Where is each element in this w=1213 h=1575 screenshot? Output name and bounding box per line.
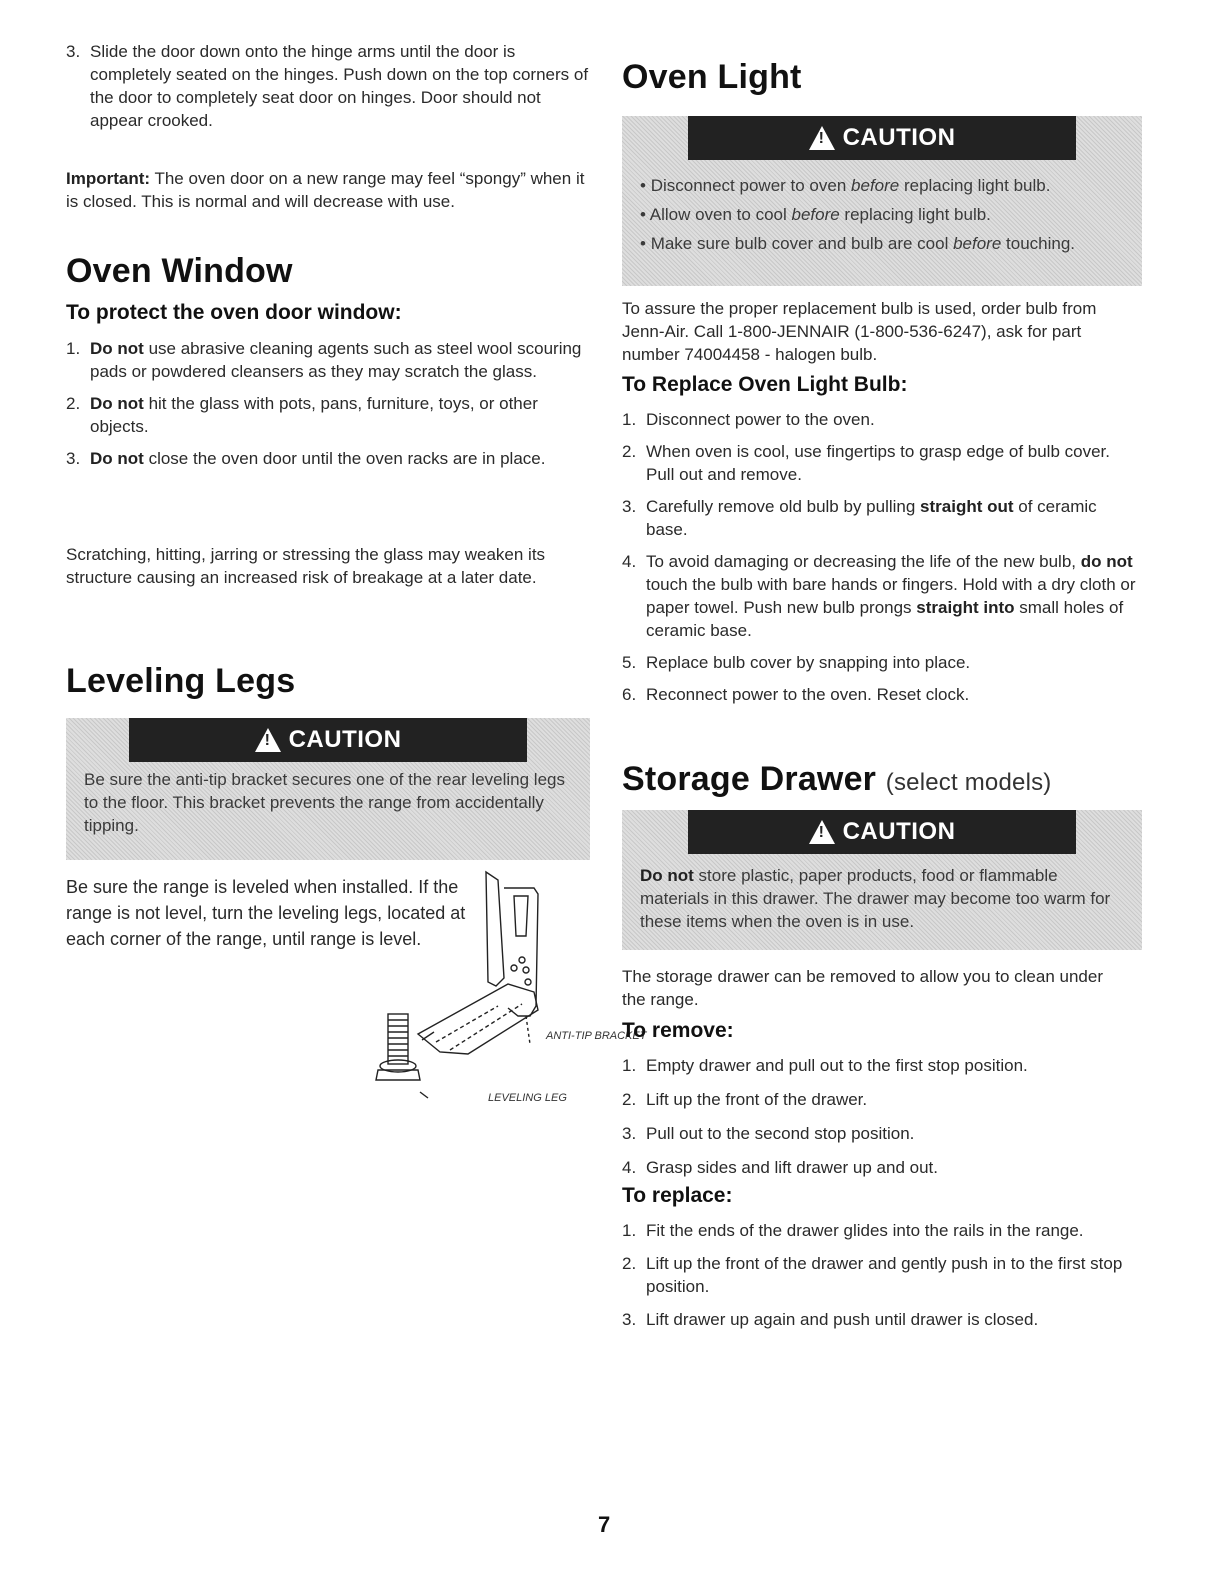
subsection-title-replace: To replace:	[622, 1184, 733, 1207]
list-item: 1. Disconnect power to the oven.	[622, 410, 875, 429]
list-item: 2. Do not hit the glass with pots, pans, furniture, toys, or other objects.	[66, 394, 538, 436]
caution-header: ! CAUTION	[129, 718, 527, 762]
section-title-storage-drawer: Storage Drawer (select models)	[622, 760, 1052, 798]
list-item: 2. Lift up the front of the drawer.	[622, 1090, 868, 1109]
replace-steps	[622, 1219, 1142, 1340]
bracket-illustration	[358, 866, 590, 1106]
remove-steps	[622, 1054, 1138, 1188]
oven-window-list	[66, 337, 586, 479]
list-item: 6. Reconnect power to the oven. Reset clock.	[622, 685, 970, 704]
caution-bullet: • Allow oven to cool before replacing light bulb.	[640, 205, 991, 224]
caution-body: Be sure the anti-tip bracket secures one of the rear leveling legs to the floor. This bracket prevents the range from accidentally tipping.	[84, 770, 565, 835]
caution-box-leveling	[66, 718, 590, 860]
important-note: Important: The oven door on a new range may feel “spongy” when it is closed. This is normal and will decrease with use.	[66, 169, 585, 211]
bulb-steps	[622, 408, 1138, 715]
subsection-title: To Replace Oven Light Bulb:	[622, 373, 908, 396]
list-item: 1. Fit the ends of the drawer glides into the rails in the range.	[622, 1221, 1084, 1240]
caution-bullet: • Disconnect power to oven before replacing light bulb.	[640, 176, 1051, 195]
list-item: 4. To avoid damaging or decreasing the life of the new bulb, do not touch the bulb with bare hands or fingers. Hold with a dry cloth or paper towel. Push new bulb prongs straight into small holes of ceramic base.	[622, 552, 1136, 640]
anti-tip-bracket-figure	[358, 866, 647, 1106]
caution-header: ! CAUTION	[688, 810, 1076, 854]
warning-triangle-icon	[809, 126, 835, 150]
list-item: 3. Carefully remove old bulb by pulling straight out of ceramic base.	[622, 497, 1097, 539]
list-item: 2. When oven is cool, use fingertips to grasp edge of bulb cover. Pull out and remove.	[622, 442, 1110, 484]
section-title-leveling-legs: Leveling Legs	[66, 662, 296, 700]
warning-triangle-icon	[255, 728, 281, 752]
page-number: 7	[598, 1512, 611, 1537]
leveling-instructions: Be sure the range is leveled when installed. If the range is not level, turn the leveling legs, located at each corner of the range, until range is level.	[66, 877, 466, 949]
list-item: 3. Lift drawer up again and push until drawer is closed.	[622, 1310, 1039, 1329]
caution-body: Do not store plastic, paper products, food or flammable materials in this drawer. The drawer may become too warm for these items when the oven is in use.	[640, 866, 1111, 931]
door-steps	[66, 40, 590, 141]
caution-body	[622, 160, 1142, 263]
list-item: 1. Do not use abrasive cleaning agents such as steel wool scouring pads or powdered cleansers as they may scratch the glass.	[66, 339, 582, 381]
caution-box-storage	[622, 810, 1142, 950]
list-item: 3. Slide the door down onto the hinge arms until the door is completely seated on the hinges. Push down on the top corners of the door to completely seat door on hinges. Door should not appear crooked.	[66, 42, 589, 130]
caution-header: ! CAUTION	[688, 116, 1076, 160]
caution-bullet: • Make sure bulb cover and bulb are cool before touching.	[640, 234, 1076, 253]
list-item: 3. Pull out to the second stop position.	[622, 1124, 915, 1143]
subsection-title: To protect the oven door window:	[66, 301, 402, 324]
section-title-oven-light: Oven Light	[622, 58, 802, 96]
figure-label-bracket: ANTI-TIP BRACKET	[546, 1030, 647, 1042]
list-item: 1. Empty drawer and pull out to the first stop position.	[622, 1056, 1028, 1075]
glass-warning-note: Scratching, hitting, jarring or stressing the glass may weaken its structure causing an increased risk of breakage at a later date.	[66, 545, 546, 587]
warning-triangle-icon	[809, 820, 835, 844]
subsection-title-remove: To remove:	[622, 1019, 734, 1042]
storage-intro: The storage drawer can be removed to allow you to clean under the range.	[622, 967, 1103, 1009]
list-item: 4. Grasp sides and lift drawer up and out.	[622, 1158, 938, 1177]
figure-label-leg: LEVELING LEG	[488, 1092, 567, 1104]
list-item: 5. Replace bulb cover by snapping into place.	[622, 653, 971, 672]
list-item: 2. Lift up the front of the drawer and gently push in to the first stop position.	[622, 1254, 1123, 1296]
bulb-order-info: To assure the proper replacement bulb is used, order bulb from Jenn-Air. Call 1-800-JENNAIR (1-800-536-6247), ask for part number 74004458 - halogen bulb.	[622, 299, 1097, 364]
list-item: 3. Do not close the oven door until the oven racks are in place.	[66, 449, 546, 468]
section-title-oven-window: Oven Window	[66, 252, 293, 290]
caution-box-oven-light	[622, 116, 1142, 286]
